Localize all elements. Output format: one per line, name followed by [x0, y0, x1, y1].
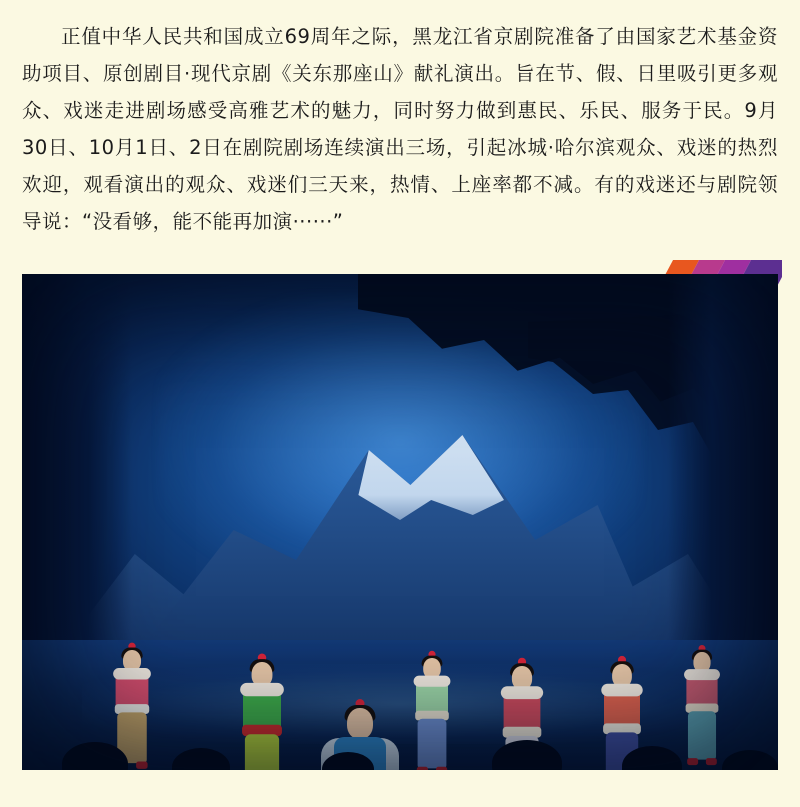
audience-head: [722, 750, 778, 770]
performer-collar: [501, 686, 543, 699]
audience-head: [322, 752, 374, 770]
performer-collar: [240, 683, 284, 696]
audience-head: [492, 740, 562, 770]
performer-collar: [601, 684, 642, 697]
stage-photo-figure: [22, 274, 778, 770]
audience-head: [62, 742, 128, 770]
audience-head: [622, 746, 682, 770]
audience-head: [172, 748, 230, 770]
performer-collar: [684, 669, 720, 680]
article-paragraph: 正值中华人民共和国成立69周年之际，黑龙江省京剧院准备了由国家艺术基金资助项目、原创剧目·现代京剧《关东那座山》献礼演出。旨在节、假、日里吸引更多观众、戏迷走进剧场感受高雅艺术的魅力，同时努力做到惠民、乐民、服务于民。9月30日、10月1日、2日在剧院剧场连续演出三场，引起冰城·哈尔滨观众、戏迷的热烈欢迎，观看演出的观众、戏迷们三天来，热情、上座率都不减。有的戏迷还与剧院领导说：“没看够，能不能再加演······”: [22, 25, 778, 233]
performer-collar: [414, 676, 451, 687]
audience-silhouettes: [22, 712, 778, 770]
stage-performance-photo: [22, 274, 778, 770]
performer-collar: [113, 668, 151, 679]
article-body: [0, 0, 800, 240]
